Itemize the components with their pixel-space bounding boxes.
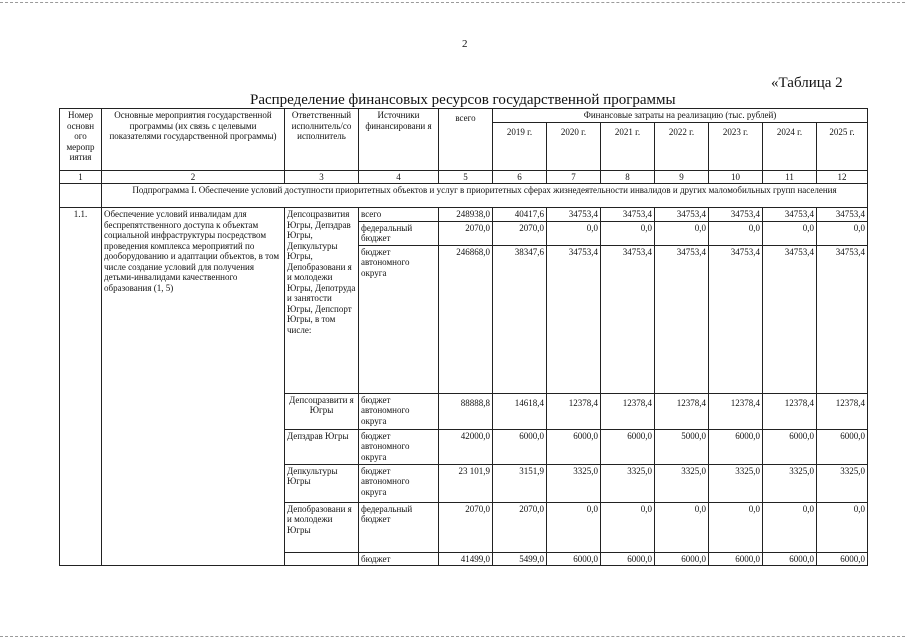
value-cell: 34753,4 [763,245,817,393]
colnum: 11 [763,170,817,184]
value-cell: 6000,0 [817,552,868,566]
year-2020: 2020 г. [547,122,601,170]
value-cell: 246868,0 [439,245,493,393]
scan-edge-top [0,2,905,3]
value-cell: 6000,0 [547,429,601,464]
value-cell: 6000,0 [601,429,655,464]
colnum: 3 [285,170,359,184]
value-cell: 3325,0 [763,464,817,502]
year-2025: 2025 г. [817,122,868,170]
header-fin: Финансовые затраты на реализацию (тыс. рублей) [493,109,868,123]
value-cell: 2070,0 [493,221,547,245]
colnum: 2 [102,170,285,184]
value-cell: 88888,8 [439,393,493,429]
value-cell: 0,0 [817,221,868,245]
value-cell: 40417,6 [493,208,547,222]
value-cell: 6000,0 [493,429,547,464]
value-cell: 248938,0 [439,208,493,222]
table-row [60,208,868,222]
value-cell: 3325,0 [547,464,601,502]
page-title: Распределение финансовых ресурсов государственной программы [250,92,676,108]
value-cell: 38347,6 [493,245,547,393]
year-2021: 2021 г. [601,122,655,170]
header-activity: Основные мероприятия государственной программы (их связь с целевыми показателями государственной программы) [102,109,285,171]
header-num: Номер основн ого меропр иятия [60,109,102,171]
value-cell: 3151,9 [493,464,547,502]
value-cell: 12378,4 [601,393,655,429]
table-label: «Таблица 2 [771,75,843,91]
value-cell: 0,0 [763,221,817,245]
value-cell: 34753,4 [601,208,655,222]
value-cell: 0,0 [817,502,868,552]
colnum: 5 [439,170,493,184]
scan-edge-bottom [0,636,905,637]
value-cell: 3325,0 [601,464,655,502]
colnum: 8 [601,170,655,184]
value-cell: 34753,4 [817,245,868,393]
value-cell: 6000,0 [763,552,817,566]
value-cell: 41499,0 [439,552,493,566]
value-cell: 6000,0 [547,552,601,566]
value-cell: 12378,4 [655,393,709,429]
item-executor: Депсоцразвития Югры, Депздрав Югры, Депкультуры Югры, Депобразовани я и молодежи Югры, Депотруда и занятости Югры, Депспорт Югры, в том числе: [285,208,359,394]
value-cell: 6000,0 [709,429,763,464]
colnum: 1 [60,170,102,184]
finance-table [59,108,868,566]
source-cell: бюджет автономного округа [359,429,439,464]
value-cell: 5000,0 [655,429,709,464]
year-2023: 2023 г. [709,122,763,170]
value-cell: 0,0 [709,221,763,245]
colnum: 12 [817,170,868,184]
value-cell: 0,0 [655,221,709,245]
subprogram-title: Подпрограмма I. Обеспечение условий доступности приоритетных объектов и услуг в приоритетных сферах жизнедеятельности инвалидов и других маломобильных групп населения [102,184,868,208]
executor-cell: Депсоцразвити я Югры [285,393,359,429]
value-cell: 23 101,9 [439,464,493,502]
colnum: 10 [709,170,763,184]
value-cell: 34753,4 [655,245,709,393]
source-cell: всего [359,208,439,222]
value-cell: 2070,0 [439,502,493,552]
source-cell: бюджет [359,552,439,566]
value-cell: 34753,4 [817,208,868,222]
executor-cell: Депобразовани я и молодежи Югры [285,502,359,552]
value-cell: 0,0 [547,221,601,245]
value-cell: 42000,0 [439,429,493,464]
value-cell: 0,0 [601,502,655,552]
value-cell: 6000,0 [817,429,868,464]
value-cell: 3325,0 [709,464,763,502]
value-cell: 12378,4 [817,393,868,429]
colnum: 4 [359,170,439,184]
value-cell: 2070,0 [439,221,493,245]
header-source: Источники финансировани я [359,109,439,171]
year-2022: 2022 г. [655,122,709,170]
value-cell: 0,0 [547,502,601,552]
source-cell: бюджет автономного округа [359,464,439,502]
value-cell: 6000,0 [763,429,817,464]
value-cell: 14618,4 [493,393,547,429]
executor-cell: Депздрав Югры [285,429,359,464]
value-cell: 6000,0 [709,552,763,566]
value-cell: 34753,4 [547,245,601,393]
source-cell: бюджет автономного округа [359,245,439,393]
page-number: 2 [462,38,468,50]
item-number: 1.1. [60,208,102,566]
value-cell: 0,0 [601,221,655,245]
value-cell: 12378,4 [763,393,817,429]
value-cell: 0,0 [655,502,709,552]
value-cell: 2070,0 [493,502,547,552]
value-cell: 34753,4 [655,208,709,222]
value-cell: 12378,4 [547,393,601,429]
colnum: 6 [493,170,547,184]
executor-cell: Депкультуры Югры [285,464,359,502]
executor-cell [285,552,359,566]
item-activity: Обеспечение условий инвалидам для беспрепятственного доступа к объектам социальной инфраструктуры посредством проведения комплекса мероприятий по дооборудованию и адаптации объектов, в том числе создание условий для получения детьми-инвалидами качественного образования (1, 5) [102,208,285,566]
value-cell: 34753,4 [709,208,763,222]
subprogram-num-cell [60,184,102,208]
year-2019: 2019 г. [493,122,547,170]
value-cell: 3325,0 [817,464,868,502]
colnum: 7 [547,170,601,184]
value-cell: 34753,4 [709,245,763,393]
colnum: 9 [655,170,709,184]
source-cell: федеральный бюджет [359,221,439,245]
header-total: всего [439,109,493,171]
value-cell: 5499,0 [493,552,547,566]
value-cell: 3325,0 [655,464,709,502]
source-cell: бюджет автономного округа [359,393,439,429]
year-2024: 2024 г. [763,122,817,170]
value-cell: 34753,4 [601,245,655,393]
value-cell: 6000,0 [601,552,655,566]
value-cell: 6000,0 [655,552,709,566]
value-cell: 0,0 [709,502,763,552]
value-cell: 34753,4 [763,208,817,222]
value-cell: 0,0 [763,502,817,552]
source-cell: федеральный бюджет [359,502,439,552]
value-cell: 34753,4 [547,208,601,222]
header-executor: Ответственный исполнитель/со исполнитель [285,109,359,171]
value-cell: 12378,4 [709,393,763,429]
